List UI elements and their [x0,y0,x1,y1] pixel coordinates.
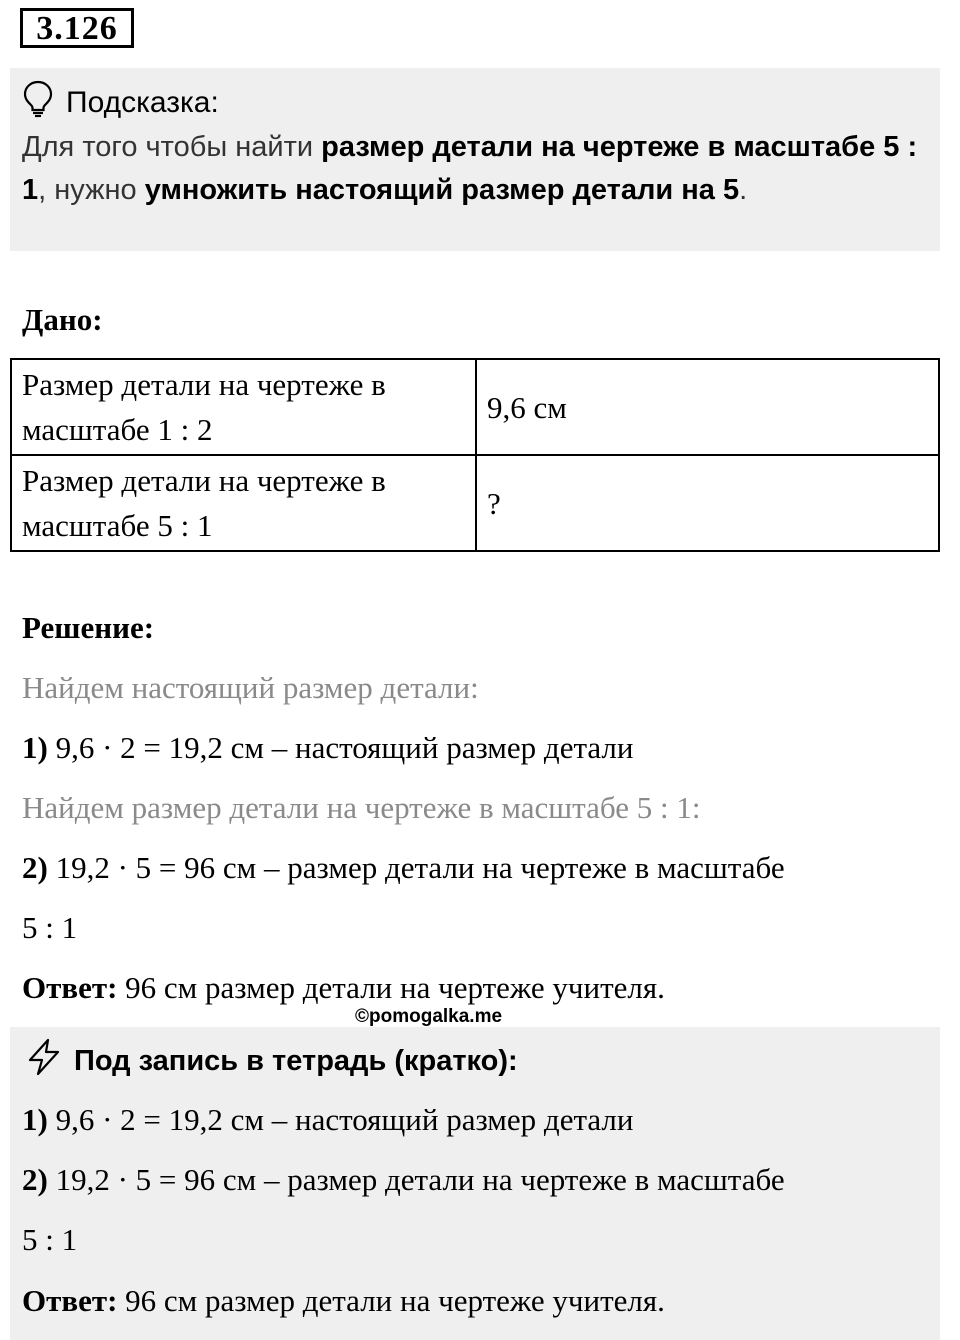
task-number: 3.126 [20,8,134,48]
solution-answer: Ответ: 96 см размер детали на чертеже учителя. [22,970,665,1005]
solution-comment-1: Найдем настоящий размер детали: [22,670,479,705]
hint-box [10,68,940,251]
given-value-1: 9,6 см [476,359,939,455]
solution-comment-2: Найдем размер детали на чертеже в масштабе 5 : 1: [22,790,701,825]
hint-title: Подсказка: [66,86,219,119]
given-value-2: ? [476,455,939,551]
given-label-2: Размер детали на чертеже в масштабе 5 : 1 [11,455,476,551]
short-note-title-row [24,1037,518,1085]
note-step-1: 1) 9,6 · 2 = 19,2 см – настоящий размер детали [22,1102,634,1137]
table-row [11,359,939,455]
solution-step-2-cont: 5 : 1 [22,910,78,945]
note-answer: Ответ: 96 см размер детали на чертеже учителя. [22,1283,665,1318]
note-step-2-cont: 5 : 1 [22,1222,78,1257]
table-row [11,455,939,551]
solution-step-2: 2) 19,2 · 5 = 96 см – размер детали на чертеже в масштабе [22,850,785,885]
given-heading: Дано: [22,302,103,337]
given-table [10,358,940,552]
solution-step-1: 1) 9,6 · 2 = 19,2 см – настоящий размер детали [22,730,634,765]
hint-text: Для того чтобы найти размер детали на чертеже в масштабе 5 : 1, нужно умножить настоящий размер детали на 5. [22,131,918,206]
solution-heading: Решение: [22,610,155,645]
hint-title-row [22,80,219,126]
note-step-2: 2) 19,2 · 5 = 96 см – размер детали на чертеже в масштабе [22,1162,785,1197]
lightning-icon [24,1037,74,1085]
given-label-1: Размер детали на чертеже в масштабе 1 : 2 [11,359,476,455]
short-note-title: Под запись в тетрадь (кратко): [74,1044,518,1077]
lightbulb-icon [22,80,66,126]
watermark: ©pomogalka.me [355,1006,503,1027]
